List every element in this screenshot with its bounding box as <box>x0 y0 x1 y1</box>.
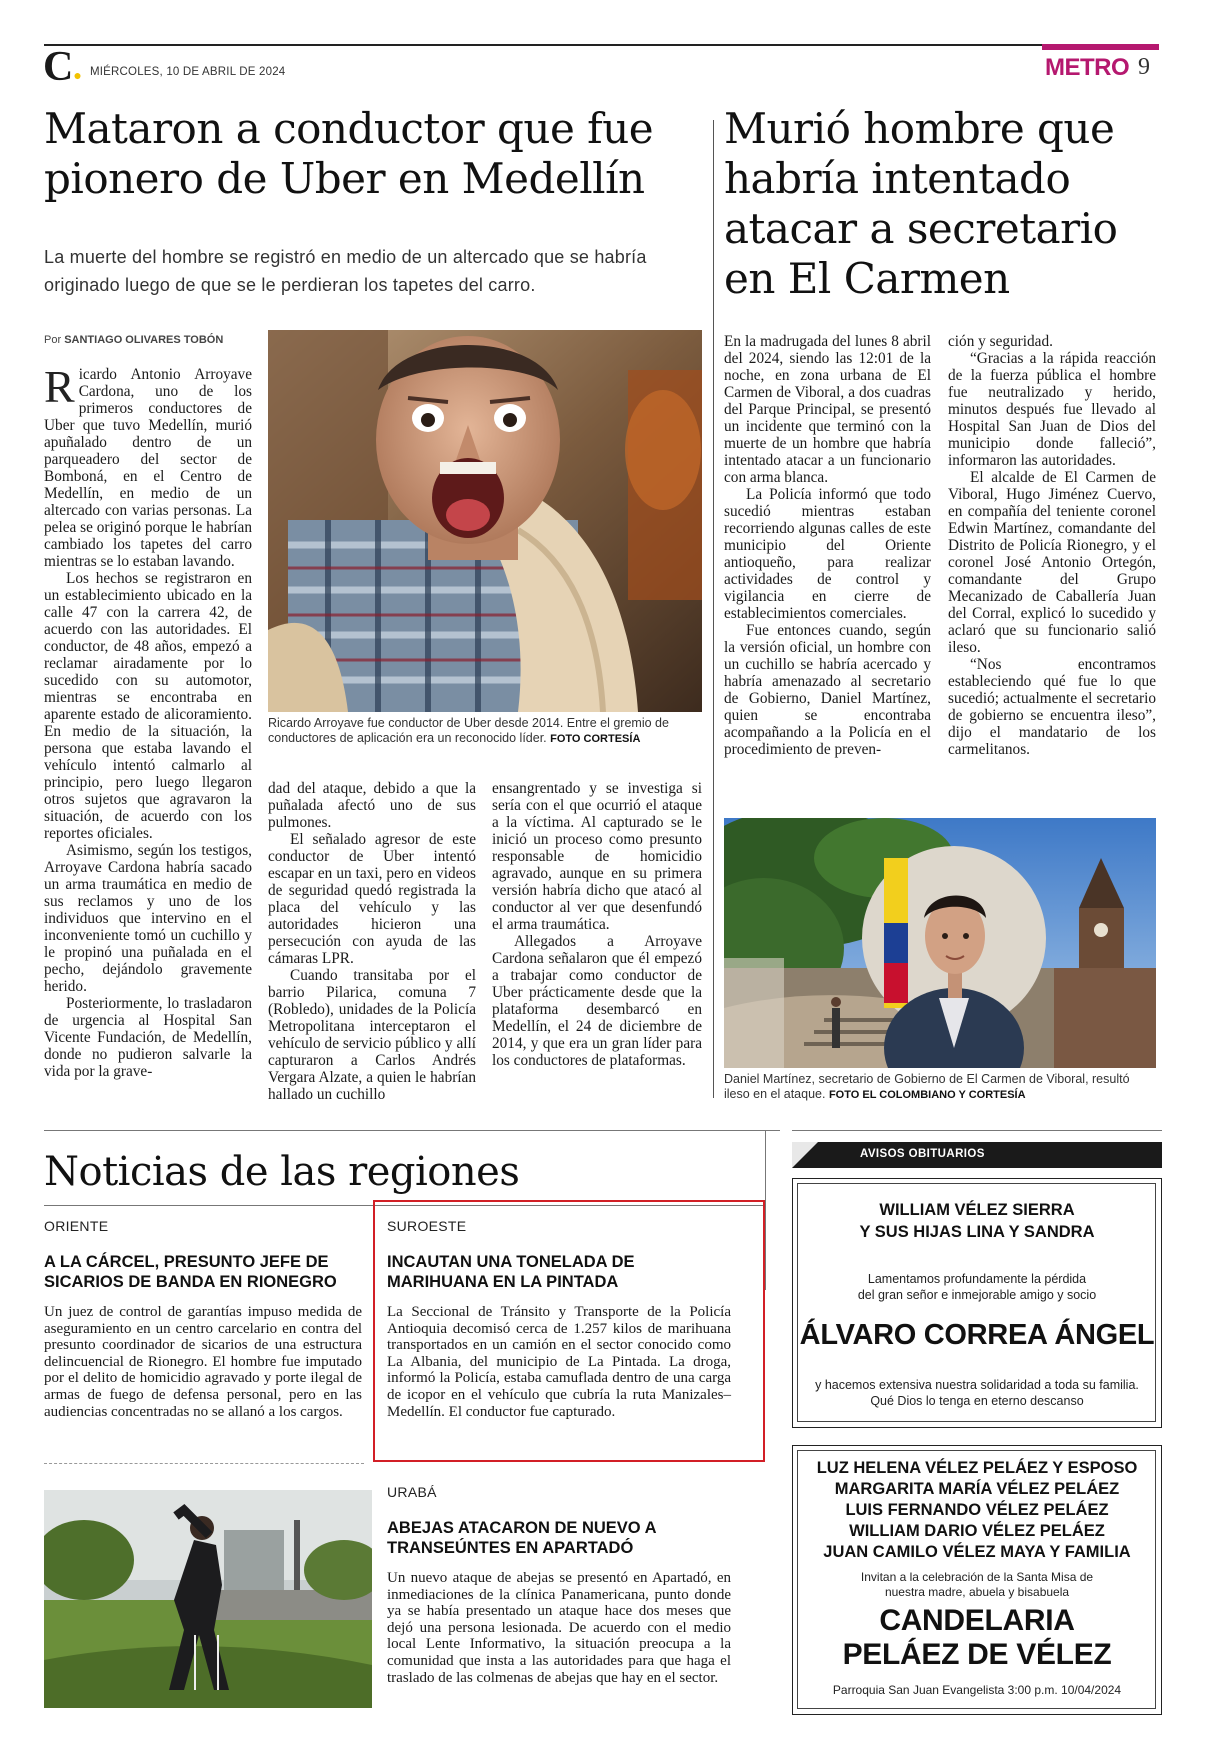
brief-headline: A LA CÁRCEL, PRESUNTO JEFE DE SICARIOS DE BANDA EN RIONEGRO <box>44 1253 337 1291</box>
obituaries-banner-label: AVISOS OBITUARIOS <box>860 1148 985 1160</box>
obituary-families: LUZ HELENA VÉLEZ PELÁEZ Y ESPOSO MARGARITA MARÍA VÉLEZ PELÁEZ LUIS FERNANDO VÉLEZ PELÁEZ WILLIAM DARIO VÉLEZ PELÁEZ JUAN CAMILO VÉLEZ MAYA Y FAMILIA <box>816 1459 1138 1561</box>
section-accent-bar <box>1042 44 1159 50</box>
article2-paragraph: Fue entonces cuando, según la versión oficial, un hombre con un cuchillo se habría acercado y habría amenazado al secretario de Gobierno, Daniel Martínez, quien se encontraba acompañando a la Policía en el procedimiento de preven- <box>724 622 931 758</box>
secretary-photo-caption <box>724 1072 1156 1103</box>
article1-paragraph: El señalado agresor de este conductor de Uber intentó escapar en un taxi, pero en videos de seguridad quedó registrada la placa del vehículo y las autoridades hicieron una persecución con ayuda de las cámaras LPR. <box>268 831 476 967</box>
brief-section: URABÁ <box>387 1484 437 1500</box>
brief-uraba <box>387 1484 731 1686</box>
article1-column-2 <box>268 780 476 1103</box>
obituary-deceased-name: ÁLVARO CORREA ÁNGEL <box>799 1319 1155 1351</box>
logo: C● <box>43 44 82 90</box>
obituary-deceased-name: CANDELARIA PELÁEZ DE VÉLEZ <box>842 1604 1112 1671</box>
brief-suroeste <box>387 1218 731 1420</box>
regions-title: Noticias de las regiones <box>44 1149 520 1195</box>
article1-paragraph: Cuando transitaba por el barrio Pilarica, comuna 7 (Robledo), unidades de la Policía Metropolitana interceptaron el vehículo de servicio público y allí capturaron a Carlos Andrés Vergara Alzate, a quien le habrían hallado un cuchillo <box>268 967 476 1103</box>
brief-body: La Seccional de Tránsito y Transporte de la Policía Antioquia decomisó cerca de 1.257 kilos de marihuana transportados en un camión en el sector conocido como La Albania, del municipio de La Pintada. La droga, informó la Policía, estaba camuflada dentro de una carga de icopor en el vehículo que cubría la ruta Manizales–Medellín. El conductor fue capturado. <box>387 1304 731 1420</box>
regions-top-rule <box>44 1130 780 1131</box>
brief-section: ORIENTE <box>44 1218 109 1234</box>
obituaries-banner <box>792 1142 1162 1168</box>
article2-paragraph: ción y seguridad. <box>948 333 1053 350</box>
article2-paragraph: El alcalde de El Carmen de Viboral, Hugo Jiménez Cuervo, en compañía del teniente coronel Edwin Martínez, comandante del Distrito de Policía Rionegro, y el coronel José Antonio Ortegón, comandante del Grupo Mecanizado de Caballería Juan del Corral, explicó lo sucedido y aclaró que su funcionario salió ileso. <box>948 469 1156 656</box>
obituary-notice-1 <box>792 1178 1162 1428</box>
brief-body: Un juez de control de garantías impuso medida de aseguramiento en un centro carcelario en contra del presunto coordinador de sicarios de una estructura delincuencial de Rionegro. El hombre fue imputado por el delito de homicidio agravado y porte ilegal de armas de fuego de defensa personal, pero en las audiencias concentradas no se allanó a los cargos. <box>44 1304 362 1420</box>
article1-paragraph: ensangrentado y se investiga si sería con el que ocurrió el ataque a la víctima. Al capturado se le inició un proceso como presunto responsable de homicidio agravado, aunque en su primera versión habría dicho que atacó al conductor al ver que desenfundó el arma traumática. <box>492 780 702 933</box>
obituary-mass-details: Parroquia San Juan Evangelista 3:00 p.m. 10/04/2024 <box>832 1683 1122 1697</box>
uber-photo-caption <box>268 716 702 747</box>
article2-column-2 <box>948 333 1156 758</box>
uber-photo-caption-text: Ricardo Arroyave fue conductor de Uber desde 2014. Entre el gremio de conductores de aplicación era un reconocido líder. <box>268 716 669 745</box>
brief-headline: ABEJAS ATACARON DE NUEVO A TRANSEÚNTES EN APARTADÓ <box>387 1519 656 1557</box>
brief-body: Un nuevo ataque de abejas se presentó en Apartadó, en inmediaciones de la clínica Panamericana, punto donde ya se había presentado un ataque hace dos meses que dejó una persona lesionada. De acuerdo con el medio local Lente Informativo, la situación preocupa a la comunidad que insta a las autoridades para que haga el traslado de las colmenas de abejas que hay en el sector. <box>387 1570 731 1686</box>
brief-divider <box>44 1463 364 1464</box>
uber-photo-credit: FOTO CORTESÍA <box>550 733 641 745</box>
issue-date: MIÉRCOLES, 10 DE ABRIL DE 2024 <box>90 66 286 78</box>
article1-headline: Mataron a conductor que fue pionero de Uber en Medellín <box>44 104 654 203</box>
brief-headline: INCAUTAN UNA TONELADA DE MARIHUANA EN LA PINTADA <box>387 1253 635 1291</box>
article1-column-3 <box>492 780 702 1069</box>
article1-deck: La muerte del hombre se registró en medio de un altercado que se habría originado luego de que se le perdieran los tapetes del carro. <box>44 247 647 295</box>
article1-paragraph: Posteriormente, lo trasladaron de urgencia al Hospital San Vicente Fundación, de Medellín, donde no pudieron salvarle la vida por la grave- <box>44 995 252 1080</box>
section-name: METRO <box>1045 54 1130 81</box>
obituary-invitation: Invitan a la celebración de la Santa Misa de nuestra madre, abuela y bisabuela <box>860 1570 1094 1599</box>
article1-paragraph: Allegados a Arroyave Cardona señalaron que él empezó a trabajar como conductor de Uber prácticamente desde que la plataforma desembarcó en Medellín, el 24 de diciembre de 2014, y que era un gran líder para los conductores de plataformas. <box>492 933 702 1069</box>
page-number: 9 <box>1138 54 1150 80</box>
obituary-intro: Lamentamos profundamente la pérdida del gran señor e inmejorable amigo y socio <box>857 1272 1097 1302</box>
regions-vertical-rule <box>765 1130 766 1290</box>
article2-column-1 <box>724 333 931 758</box>
article1-paragraph: dad del ataque, debido a que la puñalada afectó uno de sus pulmones. <box>268 780 476 831</box>
brief-section: SUROESTE <box>387 1218 467 1234</box>
secretary-photo <box>724 818 1156 1068</box>
article1-paragraph: Asimismo, según los testigos, Arroyave Cardona habría sacado un arma traumática en medio de sus reclamos y uno de los individuos que intervino en el inconveniente tomó un cuchillo y le propinó una puñalada en el pecho, dejándolo gravemente herido. <box>44 842 252 995</box>
article1-paragraph: Los hechos se registraron en un establecimiento ubicado en la calle 47 con la carrera 42, de acuerdo con las autoridades. El conductor, de 48 años, empezó a reclamar airadamente por lo sucedido con su automotor, mientras se encontraba en aparente estado de alicoramiento. En medio de la situación, la persona que estaba lavando el vehículo intentó calmarlo al principio, pero luego llegaron otros sujetos que agravaron la situación, de acuerdo con los reportes oficiales. <box>44 570 252 842</box>
brief-oriente <box>44 1218 362 1420</box>
column-divider <box>713 120 714 1098</box>
article2-paragraph: “Gracias a la rápida reacción de la fuerza pública el hombre fue neutralizado y herido, minutos después fue llevado al Hospital San Juan de Dios del municipio donde falleció”, informaron las autoridades. <box>948 350 1156 469</box>
uber-driver-photo <box>268 330 702 712</box>
article2-paragraph: “Nos encontramos estableciendo qué fue lo que sucedió; actualmente el secretario de gobierno se encuentra ileso”, dijo el mandatario de los carmelitanos. <box>948 656 1156 758</box>
article1-paragraph: Ricardo Antonio Arroyave Cardona, uno de los primeros conductores de Uber que tuvo Medellín, murió apuñalado dentro de un parqueadero del sector de Bomboná, en el Centro de Medellín, en medio de un altercado con varias personas. La pelea se originó porque le habrían cambiado los tapetes del carro mientras se lo estaban lavando. <box>44 361 252 570</box>
article2-paragraph: La Policía informó que todo sucedió mientras estaban recorriendo algunas calles de este municipio del Oriente antioqueño, para realizar actividades de control y vigilancia en cierre de establecimientos comerciales. <box>724 486 931 622</box>
obituary-families: WILLIAM VÉLEZ SIERRA Y SUS HIJAS LINA Y SANDRA <box>859 1201 1095 1241</box>
byline <box>44 334 223 346</box>
byline-prefix: Por <box>44 334 62 346</box>
article1-column-1 <box>44 361 252 1080</box>
bees-photo <box>44 1490 372 1708</box>
article2-headline: Murió hombre que habría intentado atacar a secretario en El Carmen <box>724 104 1118 303</box>
obituary-closing: y hacemos extensiva nuestra solidaridad a toda su familia. Qué Dios lo tenga en eterno descanso <box>815 1378 1139 1408</box>
obituaries-top-rule <box>792 1130 1162 1131</box>
secretary-photo-credit: FOTO EL COLOMBIANO Y CORTESÍA <box>828 1089 1026 1101</box>
obituary-notice-2 <box>792 1445 1162 1715</box>
article2-paragraph: En la madrugada del lunes 8 abril del 2024, siendo las 12:01 de la noche, en zona urbana de El Carmen de Viboral, a dos cuadras del Parque Principal, se presentó un incidente que terminó con la muerte de un hombre que habría intentado atacar a un funcionario con arma blanca. <box>724 333 931 486</box>
header-top-rule <box>44 44 1159 46</box>
byline-author: SANTIAGO OLIVARES TOBÓN <box>64 334 224 346</box>
secretary-photo-caption-text: Daniel Martínez, secretario de Gobierno de El Carmen de Viboral, resultó ileso en el ataque. <box>724 1072 1130 1101</box>
dropcap: R <box>44 361 75 412</box>
